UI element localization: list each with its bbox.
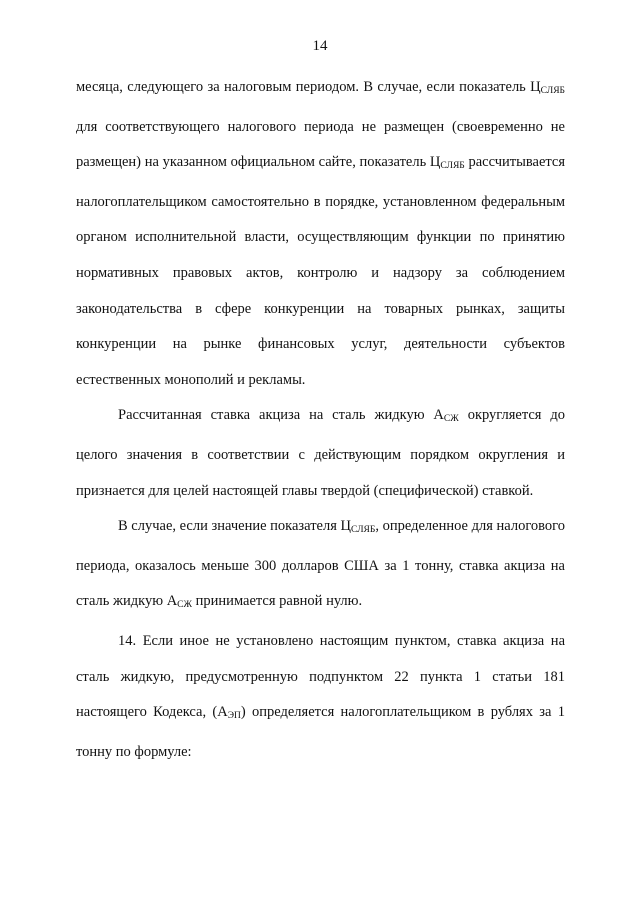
paragraph-2 (76, 398, 565, 509)
text-run: Рассчитанная ставка акциза на сталь жидкую А (118, 407, 444, 424)
subscript-c-slyab: СЛЯБ (540, 86, 565, 96)
paragraph-1 (76, 70, 565, 398)
text-run: для соответствующего налогового периода не размещен (своевременно не размещен) на указанном официальном сайте, показатель Ц (76, 118, 565, 171)
subscript-c-slyab: СЛЯБ (351, 525, 376, 536)
subscript-c-slyab: СЛЯБ (440, 161, 465, 172)
paragraph-3 (76, 509, 565, 624)
text-run: округляется до целого значения в соответствии с действующим порядком округления и признается для целей настоящей главы твердой (специфической) ставкой. (76, 407, 565, 499)
page-number: 14 (312, 38, 328, 54)
text-run: 14. Если иное не установлено настоящим пунктом, ставка акциза на сталь жидкую, предусмотренную подпунктом 22 пункта 1 статьи 181 настоящего Кодекса, (А (76, 632, 565, 721)
subscript-a-szh: СЖ (177, 600, 193, 611)
document-body (76, 70, 565, 770)
text-run: ) определяется налогоплательщиком в рублях за 1 тонну по формуле: (76, 704, 565, 760)
subscript-a-ep: ЭП (227, 711, 241, 722)
text-run: принимается равной нулю. (192, 593, 363, 610)
text-run: рассчитывается налогоплательщиком самостоятельно в порядке, установленном федеральным органом исполнительной власти, осуществляющим функции по принятию нормативных правовых актов, контролю и надзору за соблюдением законодательства в сфере конкуренции на товарных рынках, защиты конкуренции на рынке финансовых услуг, деятельности субъектов естественных монополий и рекламы. (76, 154, 566, 388)
paragraph-4 (76, 624, 565, 770)
text-run: месяца, следующего за налоговым периодом. В случае, если показатель Ц (76, 79, 541, 95)
text-run: , определенное для налогового периода, оказалось меньше 300 долларов США за 1 тонну, ставка акциза на сталь жидкую А (76, 518, 565, 610)
text-run: В случае, если значение показателя Ц (118, 518, 351, 535)
subscript-a-szh: СЖ (443, 414, 459, 425)
